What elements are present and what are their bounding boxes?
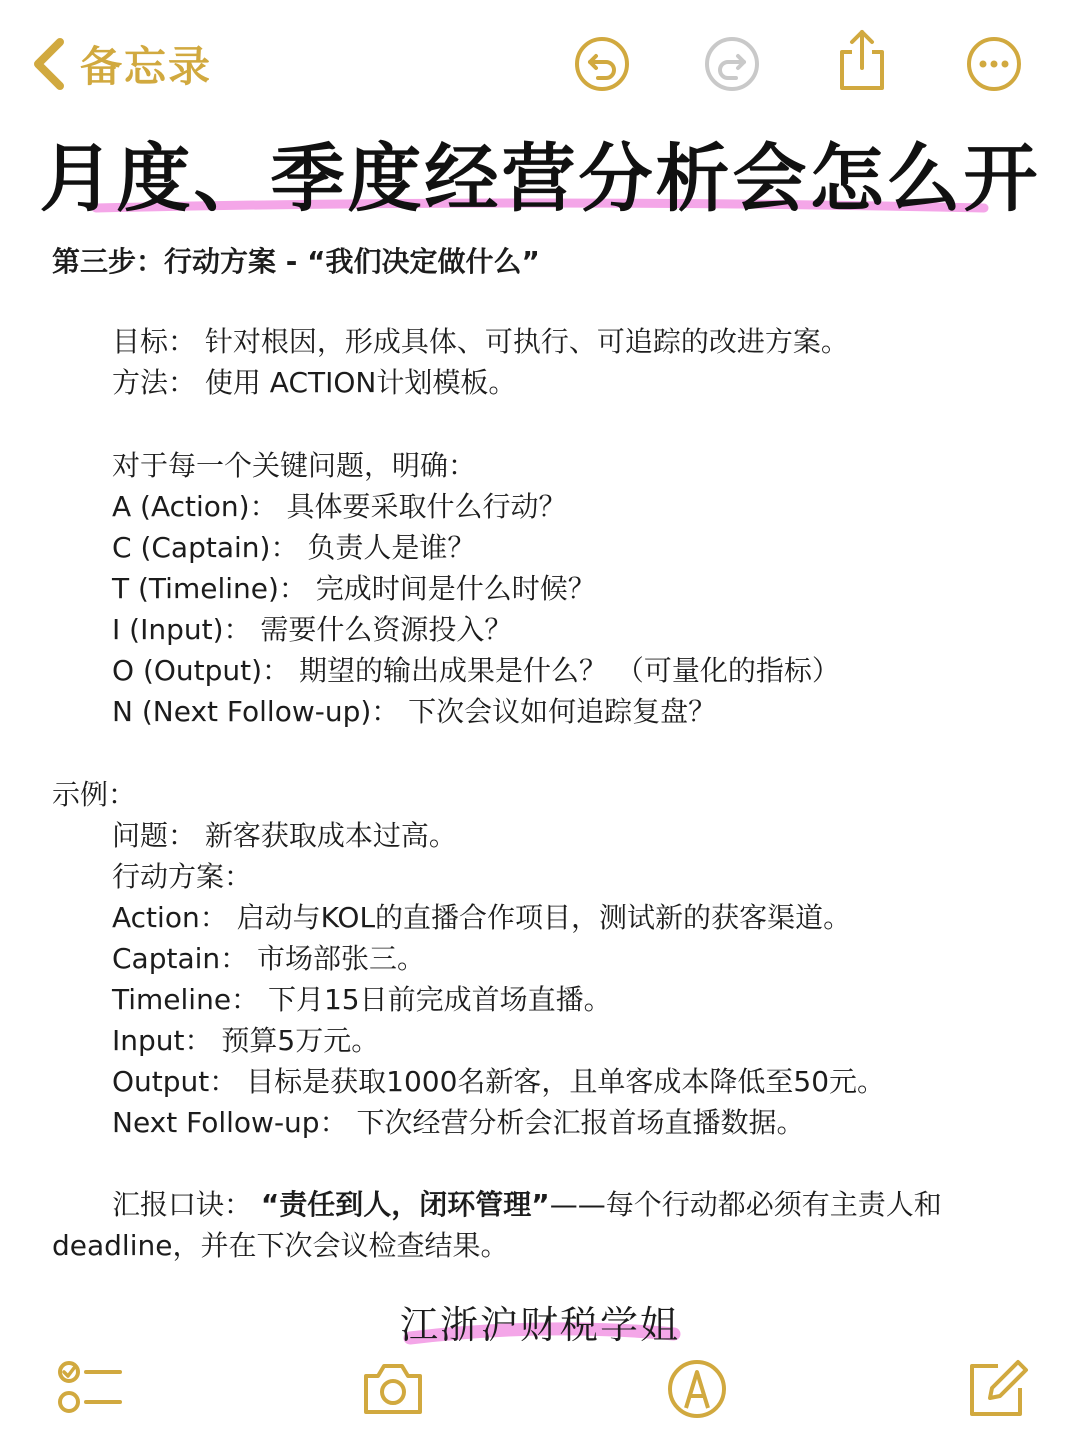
checklist-icon <box>56 1356 122 1422</box>
goal-line: 目标： 针对根因，形成具体、可执行、可追踪的改进方案。 <box>112 325 849 358</box>
step-heading: 第三步：行动方案 - “我们决定做什么” <box>52 245 540 278</box>
slogan-bold: “责任到人，闭环管理” <box>260 1188 550 1221</box>
top-toolbar <box>0 0 1080 120</box>
example-line: Action： 启动与KOL的直播合作项目，测试新的获客渠道。 <box>112 901 852 934</box>
share-button[interactable] <box>834 28 890 84</box>
undo-button[interactable] <box>574 36 630 92</box>
slogan-label: 汇报口诀： <box>112 1188 261 1221</box>
redo-button[interactable] <box>704 36 760 92</box>
back-label: 备忘录 <box>80 42 213 91</box>
more-icon <box>966 36 1022 92</box>
chevron-left-icon <box>30 36 70 92</box>
example-line: 行动方案： <box>112 860 253 893</box>
example-line: Captain： 市场部张三。 <box>112 942 426 975</box>
method-line: 方法： 使用 ACTION计划模板。 <box>112 366 517 399</box>
framework-item: O (Output)： 期望的输出成果是什么？ （可量化的指标） <box>112 654 840 687</box>
more-button[interactable] <box>966 36 1022 92</box>
example-line: 问题： 新客获取成本过高。 <box>112 819 457 852</box>
framework-item: C (Captain)： 负责人是谁？ <box>112 531 476 564</box>
framework-intro: 对于每一个关键问题，明确： <box>112 449 477 482</box>
back-button[interactable] <box>30 34 212 94</box>
example-line: Input： 预算5万元。 <box>112 1024 380 1057</box>
slogan-rest: ——每个行动都必须有主责人和 <box>549 1188 942 1221</box>
share-icon <box>834 28 890 92</box>
framework-item: T (Timeline)： 完成时间是什么时候？ <box>112 572 596 605</box>
example-line: Next Follow-up： 下次经营分析会汇报首场直播数据。 <box>112 1106 805 1139</box>
signature: 江浙沪财税学姐 <box>399 1303 680 1347</box>
framework-item: A (Action)： 具体要采取什么行动？ <box>112 490 567 523</box>
framework-item: N (Next Follow-up)： 下次会议如何追踪复盘？ <box>112 695 717 728</box>
slogan-line <box>112 1185 942 1225</box>
markup-pen-icon <box>664 1356 730 1422</box>
example-line: Timeline： 下月15日前完成首场直播。 <box>112 983 612 1016</box>
checklist-button[interactable] <box>56 1356 122 1422</box>
slogan-line-2: deadline，并在下次会议检查结果。 <box>52 1229 509 1262</box>
markup-button[interactable] <box>664 1356 730 1422</box>
compose-icon <box>964 1356 1030 1422</box>
undo-icon <box>574 36 630 92</box>
redo-icon <box>704 36 760 92</box>
example-label: 示例： <box>52 778 137 811</box>
camera-button[interactable] <box>360 1356 426 1422</box>
compose-button[interactable] <box>964 1356 1030 1422</box>
example-line: Output： 目标是获取1000名新客，且单客成本降低至50元。 <box>112 1065 886 1098</box>
framework-item: I (Input)： 需要什么资源投入？ <box>112 613 513 646</box>
camera-icon <box>360 1356 426 1422</box>
note-title: 月度、季度经营分析会怎么开 <box>39 136 1041 222</box>
